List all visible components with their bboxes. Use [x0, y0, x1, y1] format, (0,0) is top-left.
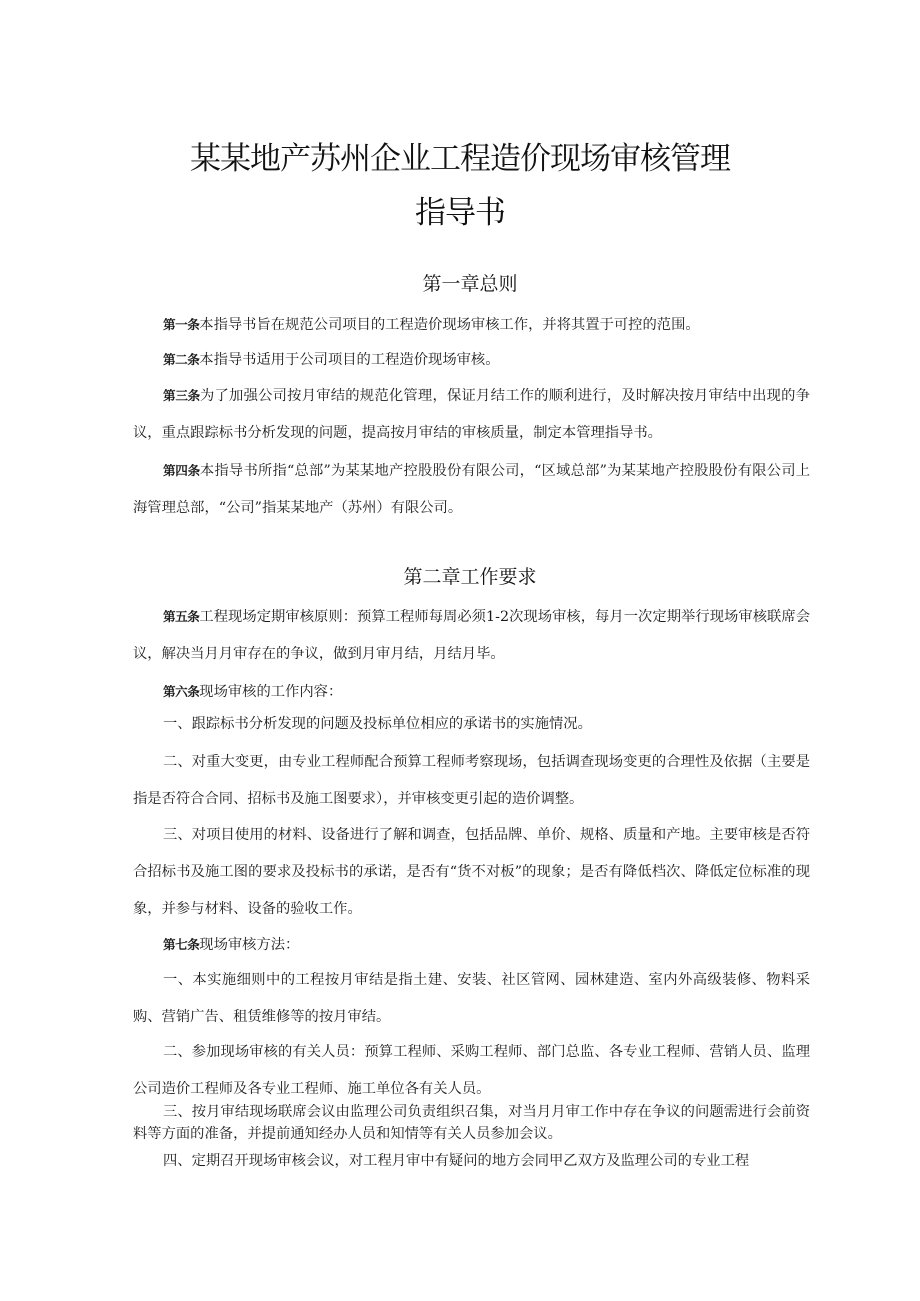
article-6-item-2: 二、对重大变更，由专业工程师配合预算工程师考察现场，包括调查现场变更的合理性及依据（主要是指是否符合合同、招标书及施工图要求），并审核变更引起的造价调整。 [133, 754, 810, 807]
article-text: 本指导书所指“总部”为某某地产控股股份有限公司，“区域总部”为某某地产控股股份有限公司上海管理总部，“公司”指某某地产（苏州）有限公司。 [133, 463, 811, 516]
document-title-line-2: 指导书 [415, 195, 505, 231]
article-text: 本指导书旨在规范公司项目的工程造价现场审核工作，并将其置于可控的范围。 [199, 317, 700, 333]
article-7-item-3: 三、按月审结现场联席会议由监理公司负责组织召集，对当月月审工作中存在争议的问题需进行会前资料等方面的准备，并提前通知经办人员和知情等有关人员参加会议。 [133, 1104, 810, 1142]
article-text: 工程现场定期审核原则：预算工程师每周必须1-2次现场审核，每月一次定期举行现场审核联席会议，解决当月月审存在的争议，做到月审月结，月结月毕。 [133, 609, 810, 662]
article-label: 第四条 [163, 463, 200, 478]
article-4 [133, 452, 810, 527]
article-label: 第二条 [163, 352, 200, 367]
article-7 [133, 926, 810, 964]
article-6-item-3: 三、对项目使用的材料、设备进行了解和调查，包括品牌、单价、规格、质量和产地。主要审核是否符合招标书及施工图的要求及投标书的承诺，是否有“货不对板”的现象；是否有降低档次、降低定位标准的现象，并参与材料、设备的验收工作。 [133, 827, 810, 917]
article-text: 现场审核方法： [199, 937, 300, 953]
article-3 [133, 377, 810, 452]
chapter-2-heading: 第二章工作要求 [403, 566, 537, 588]
article-text: 为了加强公司按月审结的规范化管理，保证月结工作的顺利进行，及时解决按月审结中出现的争议，重点跟踪标书分析发现的问题，提高按月审结的审核质量，制定本管理指导书。 [133, 388, 810, 441]
article-label: 第五条 [163, 609, 200, 624]
article-label: 第一条 [163, 317, 200, 332]
article-7-item-1: 一、本实施细则中的工程按月审结是指土建、安装、社区管网、园林建造、室内外高级装修、物料采购、营销广告、租赁维修等的按月审结。 [133, 972, 810, 1025]
article-7-item-4: 四、定期召开现场审核会议，对工程月审中有疑问的地方会同甲乙双方及监理公司的专业工程 [163, 1153, 750, 1169]
article-label: 第七条 [163, 937, 200, 952]
article-2 [133, 341, 810, 379]
article-7-item-2: 二、参加现场审核的有关人员：预算工程师、采购工程师、部门总监、各专业工程师、营销人员、监理公司造价工程师及各专业工程师、施工单位各有关人员。 [133, 1044, 810, 1097]
article-text: 本指导书适用于公司项目的工程造价现场审核。 [199, 352, 500, 368]
article-label: 第三条 [163, 388, 200, 403]
chapter-1-heading: 第一章总则 [422, 273, 518, 295]
article-text: 现场审核的工作内容： [199, 684, 343, 700]
article-5 [133, 598, 810, 673]
article-6-item-1: 一、跟踪标书分析发现的问题及投标单位相应的承诺书的实施情况。 [163, 716, 592, 732]
article-1 [133, 306, 810, 344]
article-label: 第六条 [163, 684, 200, 699]
document-title-line-1: 某某地产苏州企业工程造价现场审核管理 [190, 141, 730, 177]
